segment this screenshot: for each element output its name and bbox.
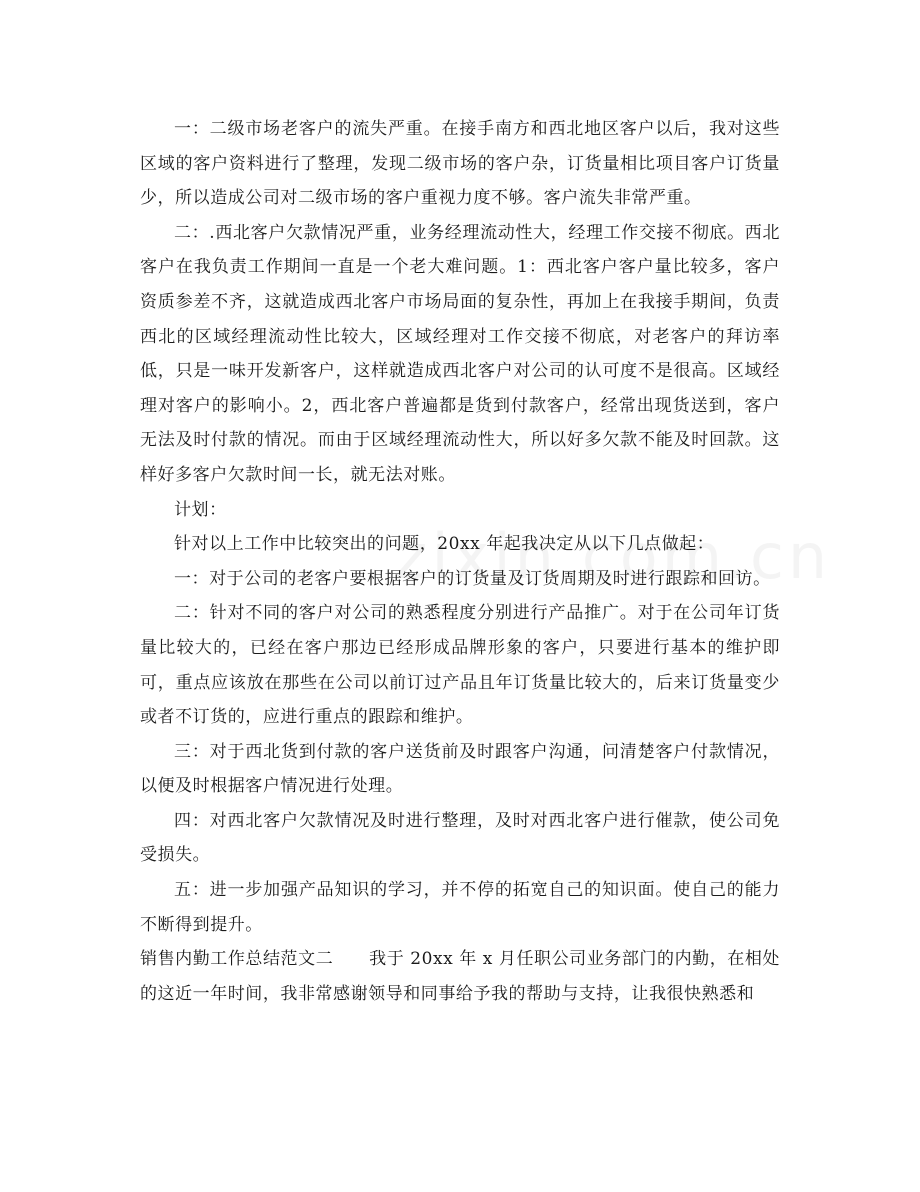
paragraph-plan-intro: 针对以上工作中比较突出的问题，20xx 年起我决定从以下几点做起： <box>174 534 715 555</box>
section-heading: 销售内勤工作总结范文二 <box>140 949 334 970</box>
paragraph-plan-1: 一：对于公司的老客户要根据客户的订货量及订货周期及时进行跟踪和回访。 <box>174 568 771 589</box>
paragraph-plan-2: 二：针对不同的客户对公司的熟悉程度分别进行产品推广。对于在公司年订货量比较大的，已经在客户那边已经形成品牌形象的客户，只要进行基本的维护即可，重点应该放在那些在公司以前订过产品且年订货量比较大的，后来订货量变少或者不订货的，应进行重点的跟踪和维护。 <box>140 603 780 728</box>
section-two-paragraph <box>140 942 780 1011</box>
paragraph-problem-2: 二：.西北客户欠款情况严重，业务经理流动性大，经理工作交接不彻底。西北客户在我负责工作期间一直是一个老大难问题。1：西北客户客户量比较多，客户资质参差不齐，这就造成西北客户市场局面的复杂性，再加上在我接手期间，负责西北的区域经理流动性比较大，区域经理对工作交接不彻底，对老客户的拜访率低，只是一味开发新客户，这样就造成西北客户对公司的认可度不是很高。区域经理对客户的影响小。2，西北客户普遍都是货到付款客户，经常出现货送到，客户无法及时付款的情况。而由于区域经理流动性大，所以好多欠款不能及时回款。这样好多客户欠款时间一长，就无法对账。 <box>140 222 780 485</box>
paragraph-plan-4: 四：对西北客户欠款情况及时进行整理，及时对西北客户进行催款，使公司免受损失。 <box>140 810 780 866</box>
paragraph-plan-5: 五：进一步加强产品知识的学习，并不停的拓宽自己的知识面。使自己的能力不断得到提升。 <box>140 880 780 935</box>
section-first-paragraph: 我于 20xx 年 x 月任职公司业务部门的内勤，在相处的这近一年时间，我非常感谢领导和同事给予我的帮助与支持，让我很快熟悉和 <box>140 949 780 1004</box>
paragraph-plan-heading: 计划： <box>174 499 227 520</box>
paragraph-plan-3: 三：对于西北货到付款的客户送货前及时跟客户沟通，问清楚客户付款情况，以便及时根据客户情况进行处理。 <box>140 741 780 797</box>
document-body <box>140 112 780 1011</box>
paragraph-problem-1: 一：二级市场老客户的流失严重。在接手南方和西北地区客户以后，我对这些区域的客户资料进行了整理，发现二级市场的客户杂，订货量相比项目客户订货量少，所以造成公司对二级市场的客户重视力度不够。客户流失非常严重。 <box>140 119 780 209</box>
